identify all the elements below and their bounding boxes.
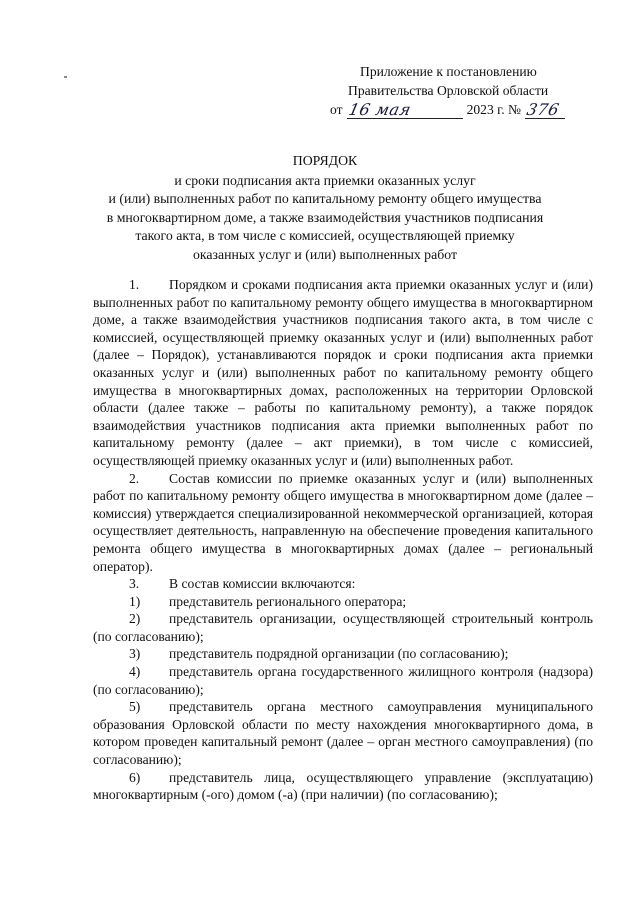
list-item-number: 2) bbox=[129, 611, 141, 627]
paragraph bbox=[93, 276, 593, 470]
handwritten-number: 376 bbox=[524, 100, 562, 119]
handwritten-date: 16 мая bbox=[346, 100, 413, 119]
document-body bbox=[93, 276, 593, 804]
list-item bbox=[93, 769, 593, 804]
paragraph-number: 2. bbox=[129, 470, 140, 486]
list-item-number: 3) bbox=[129, 646, 141, 662]
title-line: оказанных услуг и (или) выполненных работ bbox=[193, 246, 457, 262]
list-item-text: представитель органа государственного жилищного контроля (надзора) (по согласованию); bbox=[93, 664, 593, 697]
list-item-number: 5) bbox=[129, 699, 141, 715]
list-item bbox=[93, 610, 593, 645]
approval-line-2: Правительства Орловской области bbox=[348, 83, 549, 98]
title-line: и (или) выполненных работ по капитальному ремонту общего имущества bbox=[108, 191, 542, 207]
approval-stamp-block bbox=[330, 62, 590, 119]
list-item-text: представитель лица, осуществляющего управление (эксплуатацию) многоквартирным (-ого) домом (-а) (при наличии) (по согласованию); bbox=[93, 769, 593, 803]
list-item-text: представитель организации, осуществляющей строительный контроль (по согласованию); bbox=[93, 611, 593, 644]
paragraph-text: В состав комиссии включаются: bbox=[169, 576, 356, 592]
paragraph-number: 1. bbox=[129, 277, 140, 292]
list-item bbox=[93, 698, 593, 768]
list-item-text: представитель органа местного самоуправления муниципального образования Орловской области по месту нахождения многоквартирного дома, в котором проведен капитальный ремонт (далее – орган местного самоуправления) (по согласованию); bbox=[93, 699, 593, 768]
list-item bbox=[93, 645, 593, 663]
approval-date-line bbox=[330, 100, 590, 119]
date-blank bbox=[347, 101, 463, 119]
paragraph-text: Состав комиссии по приемке оказанных услуг и (или) выполненных работ по капитальному ремонту общего имущества в многоквартирном доме (далее – комиссия) утверждается специализированной некоммерческой организацией, которая осуществляет деятельность, направленную на обеспечение проведения капитального ремонта общего имущества в многоквартирных домах (далее – региональный оператор). bbox=[93, 470, 593, 574]
list-item-number: 1) bbox=[129, 593, 141, 609]
title-line: такого акта, в том числе с комиссией, осуществляющей приемку bbox=[135, 228, 515, 244]
list-item bbox=[93, 663, 593, 698]
year-number-label: 2023 г. № bbox=[466, 102, 521, 117]
approval-line-1: Приложение к постановлению bbox=[360, 64, 537, 79]
list-item-text: представитель подрядной организации (по согласованию); bbox=[169, 646, 509, 662]
from-label: от bbox=[330, 102, 343, 117]
paragraph-text: Порядком и сроками подписания акта приемки оказанных услуг и (или) выполненных работ по капитальному ремонту общего имущества в многоквартирном доме, а также взаимодействия участников подписания такого акта, в том числе с комиссией, осуществляющей приемку оказанных услуг и (или) выполненных работ (далее – Порядок), устанавливаются порядок и сроки подписания акта приемки оказанных услуг и (или) выполненных работ по капитальному ремонту общего имущества в многоквартирных домах, расположенных на территории Орловской области (далее также – работы по капитальному ремонту), а также порядок взаимодействия участников подписания акта приемки выполненных работ по капитальному ремонту (далее – акт приемки), в том числе с комиссией, осуществляющей приемку оказанных услуг и (или) выполненных работ. bbox=[93, 277, 593, 468]
number-blank bbox=[525, 101, 565, 119]
list-item bbox=[93, 593, 593, 611]
list-item-text: представитель регионального оператора; bbox=[169, 593, 407, 609]
paragraph bbox=[93, 575, 593, 593]
paragraph-number: 3. bbox=[129, 576, 140, 592]
list-item-number: 4) bbox=[129, 664, 141, 680]
title-line: в многоквартирном доме, а также взаимодействия участников подписания bbox=[106, 209, 544, 225]
paragraph bbox=[93, 470, 593, 576]
list-item-number: 6) bbox=[129, 769, 141, 785]
title-line: и сроки подписания акта приемки оказанных услуг bbox=[174, 172, 476, 188]
scan-artifact bbox=[64, 76, 67, 78]
document-title bbox=[90, 152, 560, 265]
title-main: ПОРЯДОК bbox=[292, 153, 358, 168]
